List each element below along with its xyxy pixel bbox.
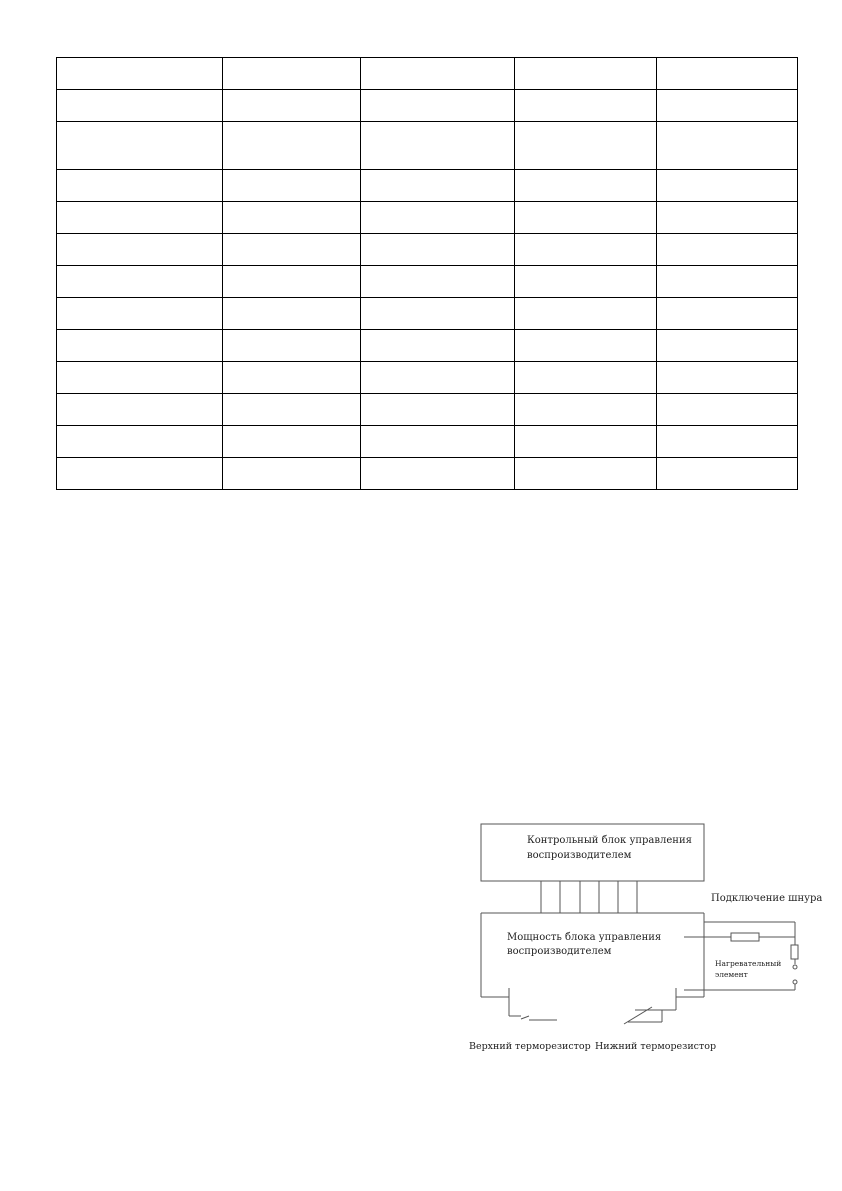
cord-connection-label: Подключение шнура (711, 893, 823, 904)
lower-thermistor-label: Нижний терморезистор (595, 1041, 717, 1052)
control-unit-label-2: воспроизводителем (527, 850, 632, 861)
bus-wires (541, 881, 637, 913)
power-unit-label-2: воспроизводителем (507, 946, 612, 957)
upper-thermistor-label: Верхний терморезистор (469, 1041, 591, 1052)
lower-thermistor-symbol (624, 988, 676, 1024)
upper-thermistor-symbol (509, 988, 557, 1020)
heater-element-symbol (791, 945, 798, 959)
power-unit-label-1: Мощность блока управления (507, 932, 662, 943)
resistor-symbol (731, 933, 759, 941)
heater-label-2: элемент (715, 970, 748, 979)
control-unit-label-1: Контрольный блок управления (527, 835, 692, 846)
heater-circuit (684, 922, 798, 990)
heater-label-1: Нагревательный (715, 959, 782, 968)
